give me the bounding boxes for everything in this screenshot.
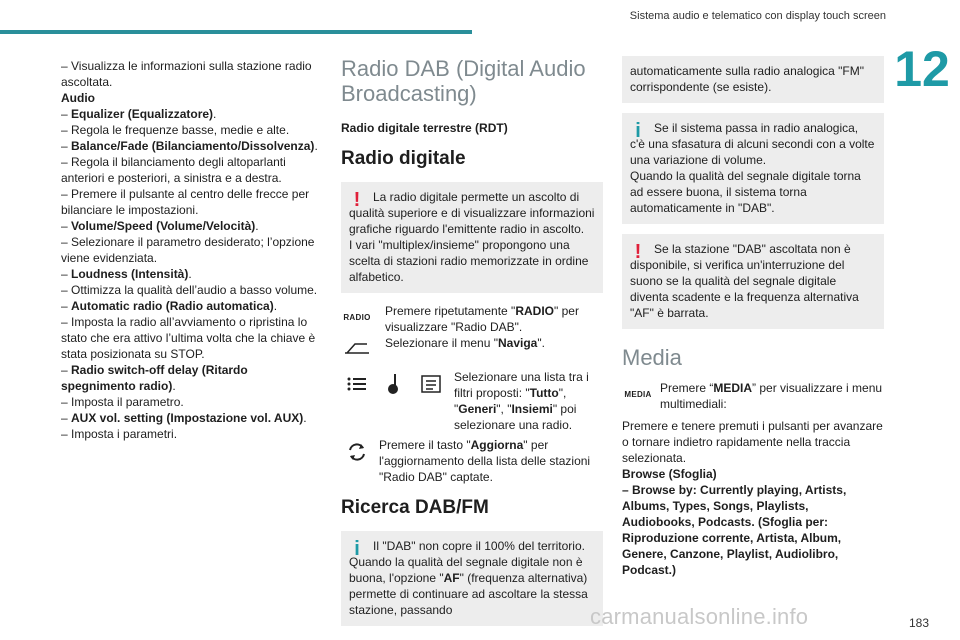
info-continued-text: automaticamente sulla radio analogica "FM" corrispondente (se esiste). (630, 64, 864, 94)
heading-radio-digitale: Radio digitale (341, 148, 466, 169)
col1-line: – Imposta i parametri. (61, 427, 178, 441)
step-radio-icons (341, 303, 379, 363)
guitar-icon (378, 369, 410, 399)
filter-icons (341, 369, 452, 433)
col1-line: – Volume/Speed (Volume/Velocità). (61, 219, 259, 233)
browse-by-text: – Browse by: Currently playing, Artists, Albums, Types, Songs, Playlists, Audiobooks, Podcasts. (Sfoglia per: Riproduzione corrente, Artista, Album, Genere, Canzone, Playlist, Audiolibro, Podcast.) (622, 483, 847, 577)
refresh-icon (341, 437, 373, 467)
step-filters-text: Selezionare una lista tra i filtri proposti: "Tutto", "Generi", "Insiemi" poi selezionare una radio. (454, 370, 589, 432)
col1-line: – Equalizer (Equalizzatore). (61, 107, 217, 121)
step-update (341, 437, 603, 485)
radio-button-icon: RADIO (343, 313, 371, 322)
browse-heading: Browse (Sfoglia) (622, 467, 717, 481)
col1-line: – Selezionare il parametro desiderato; l’opzione viene evidenziata. (61, 235, 315, 265)
step-media (622, 380, 884, 412)
column-3 (622, 56, 884, 578)
col1-line: – AUX vol. setting (Impostazione vol. AUX). (61, 411, 307, 425)
section-subtitle: Radio digitale terrestre (RDT) (341, 121, 508, 135)
header-title: Sistema audio e telematico con display touch screen (629, 10, 886, 22)
col1-line: – Imposta la radio all’avviamento o ripristina lo stato che era attivo l’ultima volta che la chiave è stata posizionata su STOP. (61, 315, 316, 361)
info-icon-2: i (635, 120, 641, 142)
info-text: Il "DAB" non copre il 100% del territorio. Quando la qualità del segnale digitale non è buona, l'opzione "AF" (frequenza alternativa) permette di continuare ad ascoltare la stessa stazione, passando (349, 539, 588, 617)
warning-note-2 (622, 234, 884, 329)
step-radio-text: Premere ripetutamente "RADIO" per visualizzare "Radio DAB". Selezionare il menu "Naviga". (385, 304, 579, 350)
warning-icon-2: ! (634, 241, 642, 263)
list-icon (341, 369, 373, 399)
col1-line: – Automatic radio (Radio automatica). (61, 299, 278, 313)
warning-icon: ! (353, 189, 361, 211)
watermark: carmanualsonline.info (590, 604, 809, 629)
info-icon: i (354, 538, 360, 560)
column-2 (341, 56, 603, 636)
info-note (341, 531, 603, 626)
media-paragraph: Premere e tenere premuti i pulsanti per avanzare o tornare indietro rapidamente nella traccia selezionata. (622, 419, 883, 465)
col1-line: – Regola le frequenze basse, medie e alte. (61, 123, 290, 137)
col1-line: – Imposta il parametro. (61, 395, 184, 409)
col1-line: – Radio switch-off delay (Ritardo spegnimento radio). (61, 363, 248, 393)
warning-text: La radio digitale permette un ascolto di qualità superiore e di visualizzare informazioni grafiche riguardo l'emittente radio in ascolto. I vari "multiplex/insieme" propongono una scelta di stazioni radio memorizzate in ordine alfabetico. (349, 190, 595, 284)
info-text-2: Se il sistema passa in radio analogica, c'è una sfasatura di alcuni secondi con a volte una variazione di volume. Quando la qualità del segnale digitale torna ad essere buona, il sistema torna automaticamente in "DAB". (630, 121, 875, 215)
step-update-text: Premere il tasto "Aggiorna" per l'aggiornamento della lista delle stazioni "Radio DAB" captate. (379, 438, 591, 484)
step-filters (341, 369, 603, 433)
col1-line: Audio (61, 91, 95, 105)
chapter-number: 12 (894, 41, 950, 97)
warning-text-2: Se la stazione "DAB" ascoltata non è disponibile, si verifica un'interruzione del suono se la qualità del segnale digitale diventa scadente e la frequenza alternativa "AF" è barrata. (630, 242, 859, 320)
navigate-icon (341, 333, 373, 363)
section-title-dab: Radio DAB (Digital Audio Broadcasting) (341, 56, 586, 106)
col1-line: – Loudness (Intensità). (61, 267, 192, 281)
heading-ricerca: Ricerca DAB/FM (341, 497, 489, 518)
col1-line: – Visualizza le informazioni sulla stazione radio ascoltata. (61, 59, 312, 89)
multiplex-icon (415, 369, 447, 399)
col1-line: – Ottimizza la qualità dell’audio a basso volume. (61, 283, 318, 297)
media-button-icon: MEDIA (624, 390, 652, 399)
step-media-text: Premere “MEDIA” per visualizzare i menu multimediali: (660, 381, 883, 411)
column-1 (61, 58, 323, 442)
page-number: 183 (908, 616, 929, 630)
info-note-continued (622, 56, 884, 103)
col1-line: – Premere il pulsante al centro delle frecce per bilanciare le impostazioni. (61, 187, 310, 217)
step-radio (341, 303, 603, 363)
col1-line: – Regola il bilanciamento degli altoparlanti anteriori e posteriori, a sinistra e a destra. (61, 155, 286, 185)
col1-line: – Balance/Fade (Bilanciamento/Dissolvenza). (61, 139, 318, 153)
section-title-media: Media (622, 345, 682, 370)
header-rule (0, 30, 472, 34)
info-note-2 (622, 113, 884, 224)
warning-note (341, 182, 603, 293)
